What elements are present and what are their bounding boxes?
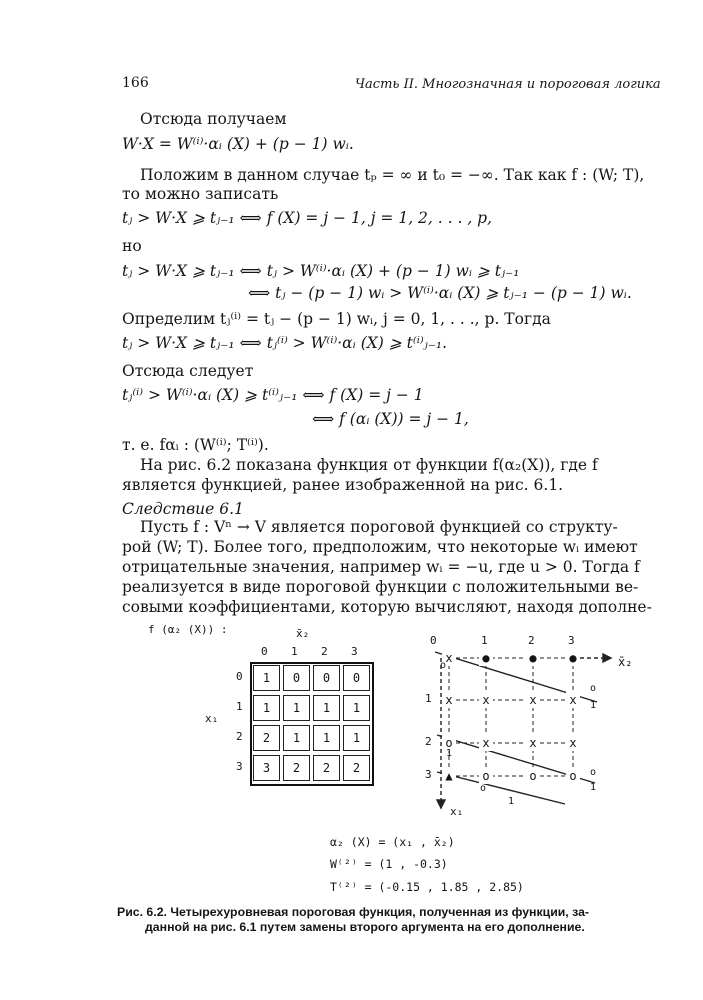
graph-y-label: x₁ xyxy=(450,805,464,818)
graph-node-symbol: x xyxy=(569,693,577,707)
graph-node xyxy=(526,650,540,666)
table-column-header: 2 xyxy=(321,645,328,658)
graph-node xyxy=(566,650,580,666)
formula-thresholds: T⁽²⁾ = (-0.15 , 1.85 , 2.85) xyxy=(330,880,524,894)
graph-node-symbol: o xyxy=(445,736,453,750)
y-axis-arrow xyxy=(437,800,445,808)
equation: tⱼ > W·X ⩾ tⱼ₋₁ ⟺ tⱼ⁽ⁱ⁾ > W⁽ⁱ⁾·αᵢ (X) ⩾ t⁽ⁱ⁾ⱼ₋₁. xyxy=(122,334,448,352)
table-cell: 1 xyxy=(313,725,340,751)
paragraph: но xyxy=(122,237,142,255)
graph-node xyxy=(566,768,580,784)
paragraph: отрицательные значения, например wᵢ = −u, где u > 0. Тогда f xyxy=(122,558,640,576)
table-row-header: 0 xyxy=(236,670,243,683)
table-cell: 0 xyxy=(313,665,340,691)
table-cell: 1 xyxy=(313,695,340,721)
graph-row-label: 1 xyxy=(425,692,432,705)
graph-node xyxy=(526,768,540,784)
graph-x-label: x̄₂ xyxy=(618,655,633,669)
table-cell: 1 xyxy=(253,695,280,721)
table-cell: 0 xyxy=(343,665,370,691)
table-row-header: 1 xyxy=(236,700,243,713)
paragraph: то можно записать xyxy=(122,185,279,203)
graph-node xyxy=(479,692,493,708)
table-row-header: 3 xyxy=(236,760,243,773)
equation: ⟺ f (αᵢ (X)) = j − 1, xyxy=(312,410,469,428)
threshold-graph xyxy=(415,640,625,820)
graph-column-label: 3 xyxy=(568,634,575,647)
formula-weights: W⁽²⁾ = (1 , -0.3) xyxy=(330,857,448,871)
paragraph: реализуется в виде пороговой функции с положительными ве- xyxy=(122,578,639,596)
graph-node xyxy=(442,692,456,708)
paragraph: Определим tⱼ⁽ⁱ⁾ = tⱼ − (p − 1) wᵢ, j = 0, 1, . . ., p. Тогда xyxy=(122,310,551,328)
graph-node xyxy=(526,692,540,708)
graph-row-label: 2 xyxy=(425,735,432,748)
graph-node-symbol: ● xyxy=(569,651,577,665)
graph-node-symbol: o xyxy=(529,769,537,783)
threshold-side-label: o xyxy=(480,783,487,794)
graph-column-label: 1 xyxy=(481,634,488,647)
graph-node xyxy=(479,768,493,784)
graph-node-symbol: ● xyxy=(482,651,490,665)
graph-node-symbol: x xyxy=(569,736,577,750)
table-cell: 2 xyxy=(343,755,370,781)
table-cell: 0 xyxy=(283,665,310,691)
graph-node xyxy=(566,735,580,751)
graph-node-symbol: x xyxy=(529,736,537,750)
table-column-header: 0 xyxy=(261,645,268,658)
section-heading: Следствие 6.1 xyxy=(122,500,244,518)
table-cell: 1 xyxy=(253,665,280,691)
equation: ⟺ tⱼ − (p − 1) wᵢ > W⁽ⁱ⁾·αᵢ (X) ⩾ tⱼ₋₁ − (p − 1) wᵢ. xyxy=(248,284,632,302)
graph-node xyxy=(479,735,493,751)
paragraph: Отсюда получаем xyxy=(140,110,287,128)
graph-node-symbol: x xyxy=(482,736,490,750)
graph-node-symbol: o xyxy=(569,769,577,783)
paragraph: рой (W; T). Более того, предположим, что некоторые wᵢ имеют xyxy=(122,538,638,556)
equation: W·X = W⁽ⁱ⁾·αᵢ (X) + (p − 1) wᵢ. xyxy=(122,135,354,153)
paragraph: Положим в данном случае tₚ = ∞ и t₀ = −∞. Так как f : (W; T), xyxy=(140,166,645,184)
table-cell: 2 xyxy=(283,755,310,781)
graph-node-symbol: ▲ xyxy=(445,769,453,783)
table-cell: 2 xyxy=(253,725,280,751)
paragraph: Пусть f : Vⁿ → V является пороговой функцией со структу- xyxy=(140,518,618,536)
graph-node-symbol: x xyxy=(445,651,453,665)
graph-column-label: 0 xyxy=(430,634,437,647)
paragraph: На рис. 6.2 показана функция от функции f(α₂(X)), где f xyxy=(140,456,598,474)
threshold-side-label: o xyxy=(440,660,447,671)
equation: tⱼ > W·X ⩾ tⱼ₋₁ ⟺ tⱼ > W⁽ⁱ⁾·αᵢ (X) + (p − 1) wᵢ ⩾ tⱼ₋₁ xyxy=(122,262,520,280)
figure-caption-line-1: Рис. 6.2. Четырехуровневая пороговая функция, полученная из функции, за- xyxy=(117,905,590,919)
column-variable-label: x̄₂ xyxy=(296,627,310,640)
table-cell: 1 xyxy=(283,695,310,721)
table-cell: 3 xyxy=(253,755,280,781)
graph-node xyxy=(566,692,580,708)
paragraph: Отсюда следует xyxy=(122,362,254,380)
graph-node xyxy=(526,735,540,751)
row-variable-label: x₁ xyxy=(205,712,219,725)
graph-node-symbol: x xyxy=(529,693,537,707)
table-cell: 1 xyxy=(343,695,370,721)
table-cell: 2 xyxy=(313,755,340,781)
paragraph: т. е. fαᵢ : (W⁽ⁱ⁾; T⁽ⁱ⁾). xyxy=(122,436,269,454)
graph-node-symbol: x xyxy=(482,693,490,707)
equation: tⱼ⁽ⁱ⁾ > W⁽ⁱ⁾·αᵢ (X) ⩾ t⁽ⁱ⁾ⱼ₋₁ ⟺ f (X) = j − 1 xyxy=(122,386,424,404)
graph-node xyxy=(442,768,456,784)
x-axis-arrow xyxy=(603,654,611,662)
graph-node xyxy=(479,650,493,666)
paragraph: совыми коэффициентами, которую вычисляют, находя дополне- xyxy=(122,598,652,616)
graph-column-label: 2 xyxy=(528,634,535,647)
table-column-header: 3 xyxy=(351,645,358,658)
page-number: 166 xyxy=(122,75,149,91)
table-title: f (α₂ (X)) : xyxy=(148,623,228,636)
threshold-side-label: 1 xyxy=(590,782,597,793)
table-cell: 1 xyxy=(283,725,310,751)
graph-node-symbol: ● xyxy=(529,651,537,665)
threshold-side-label: 1 xyxy=(446,748,453,759)
threshold-line-3 xyxy=(437,772,565,804)
threshold-side-label: 1 xyxy=(508,796,515,807)
threshold-side-label: o xyxy=(590,767,597,778)
formula-alpha: α₂ (X) = (x₁ , x̄₂) xyxy=(330,835,455,849)
threshold-side-label: o xyxy=(590,683,597,694)
table-row-header: 2 xyxy=(236,730,243,743)
table-column-header: 1 xyxy=(291,645,298,658)
figure-caption-line-2: данной на рис. 6.1 путем замены второго аргумента на его дополнение. xyxy=(145,920,585,934)
graph-node-symbol: x xyxy=(445,693,453,707)
paragraph: является функцией, ранее изображенной на рис. 6.1. xyxy=(122,476,564,494)
table-cell: 1 xyxy=(343,725,370,751)
graph-row-label: 3 xyxy=(425,768,432,781)
running-title: Часть II. Многозначная и пороговая логика xyxy=(355,77,661,92)
threshold-side-label: 1 xyxy=(590,700,597,711)
graph-node-symbol: o xyxy=(482,769,490,783)
equation: tⱼ > W·X ⩾ tⱼ₋₁ ⟺ f (X) = j − 1, j = 1, 2, . . . , p, xyxy=(122,209,493,227)
